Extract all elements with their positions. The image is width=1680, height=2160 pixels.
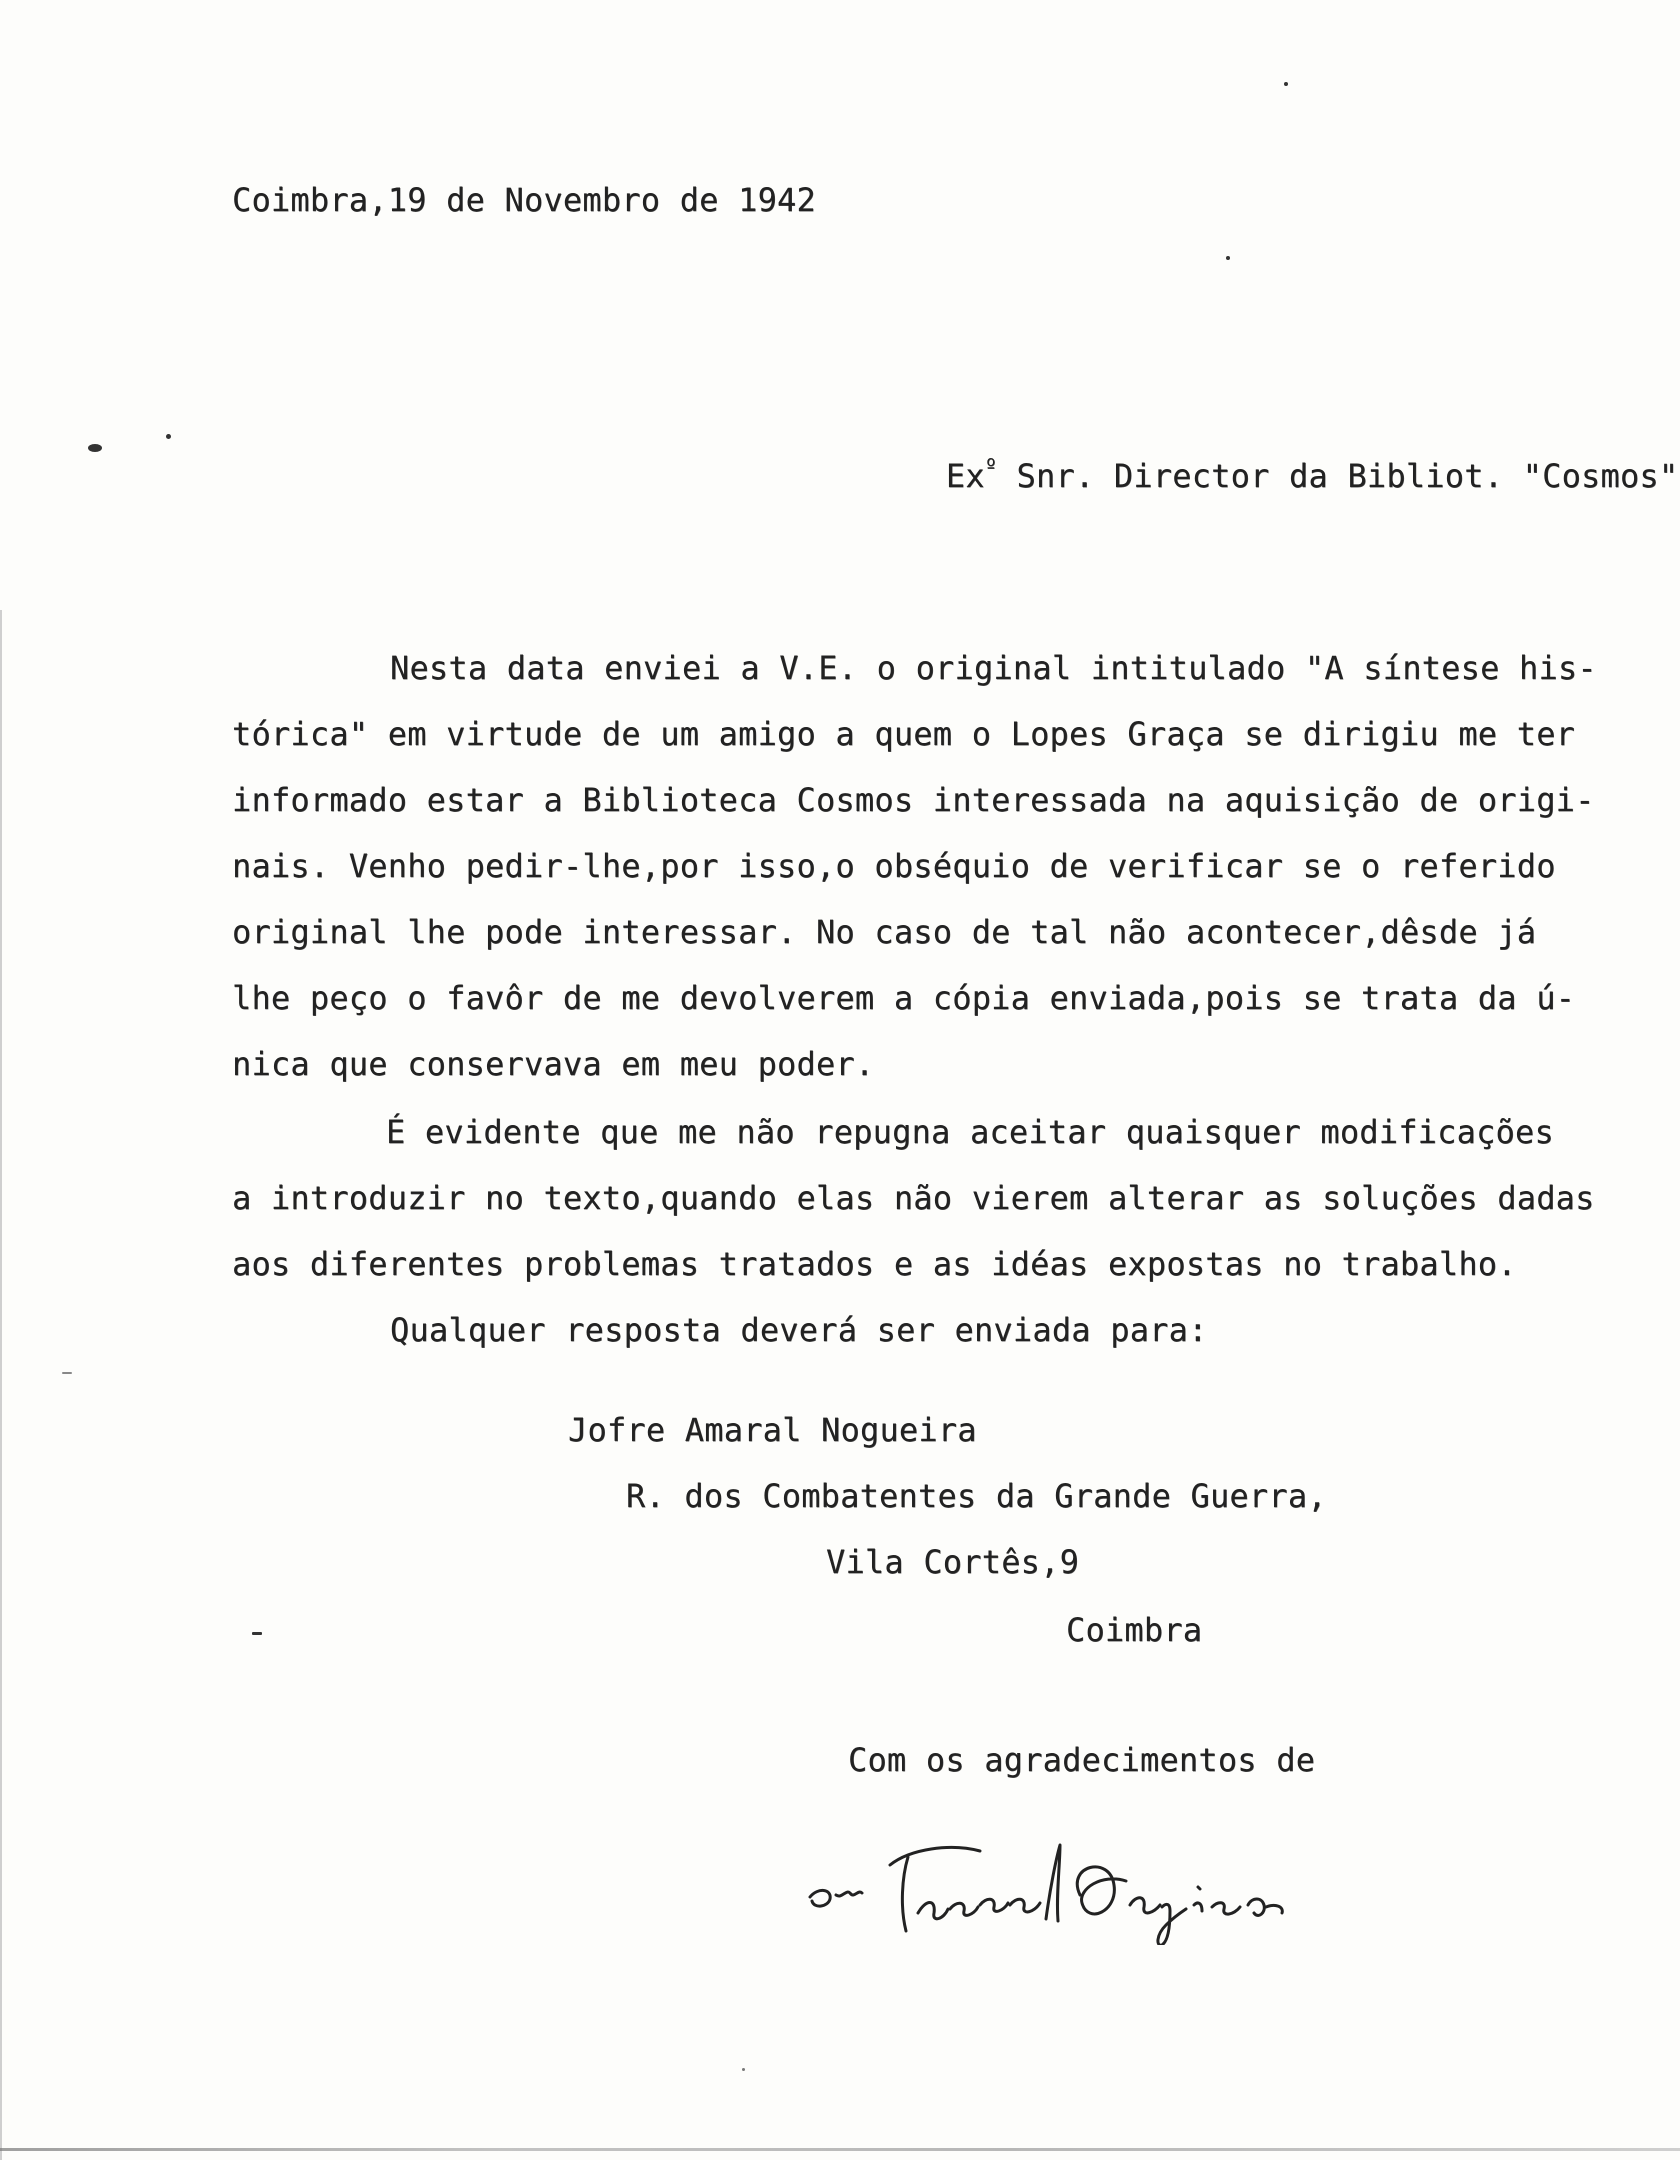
address-name: Jofre Amaral Nogueira: [568, 1411, 977, 1449]
address-city: Coimbra: [1066, 1611, 1203, 1649]
addressee-prefix: Ex: [945, 457, 985, 495]
handwritten-signature: [800, 1835, 1480, 1945]
closing-line: Com os agradecimentos de: [848, 1741, 1316, 1779]
body-line: Qualquer resposta deverá ser enviada para:: [390, 1311, 1208, 1349]
body-line: a introduzir no texto,quando elas não vierem alterar as soluções dadas: [232, 1179, 1595, 1217]
address-house: Vila Cortês,9: [826, 1543, 1080, 1581]
ink-speck: [1226, 256, 1230, 260]
body-line: aos diferentes problemas tratados e as idéas expostas no trabalho.: [232, 1245, 1517, 1283]
body-line: informado estar a Biblioteca Cosmos interessada na aquisição de origi-: [232, 781, 1595, 819]
ink-speck: [742, 2068, 745, 2071]
ink-speck: [166, 434, 171, 439]
addressee-line: [868, 424, 1678, 524]
addressee-rest: Snr. Director da Bibliot. "Cosmos": [997, 457, 1679, 495]
body-line: nais. Venho pedir-lhe,por isso,o obséquio de verificar se o referido: [232, 847, 1556, 885]
body-line: lhe peço o favôr de me devolverem a cópia enviada,pois se trata da ú-: [232, 979, 1576, 1017]
body-line: nica que conservava em meu poder.: [232, 1045, 875, 1083]
body-line: original lhe pode interessar. No caso de tal não acontecer,dêsde já: [232, 913, 1537, 951]
addressee-superscript: º: [984, 454, 998, 478]
date-line: Coimbra,19 de Novembro de 1942: [232, 181, 816, 219]
body-line: Nesta data enviei a V.E. o original intitulado "A síntese his-: [390, 649, 1597, 687]
ink-speck: [1284, 82, 1288, 86]
body-line: É evidente que me não repugna aceitar quaisquer modificações: [386, 1113, 1554, 1151]
address-street: R. dos Combatentes da Grande Guerra,: [626, 1477, 1327, 1515]
ink-speck: [62, 1372, 72, 1374]
ink-speck: [252, 1632, 262, 1635]
page-edge: [0, 610, 2, 2160]
ink-speck: [88, 444, 102, 452]
body-line: tórica" em virtude de um amigo a quem o Lopes Graça se dirigiu me ter: [232, 715, 1576, 753]
page-bottom-edge: [0, 2148, 1680, 2151]
